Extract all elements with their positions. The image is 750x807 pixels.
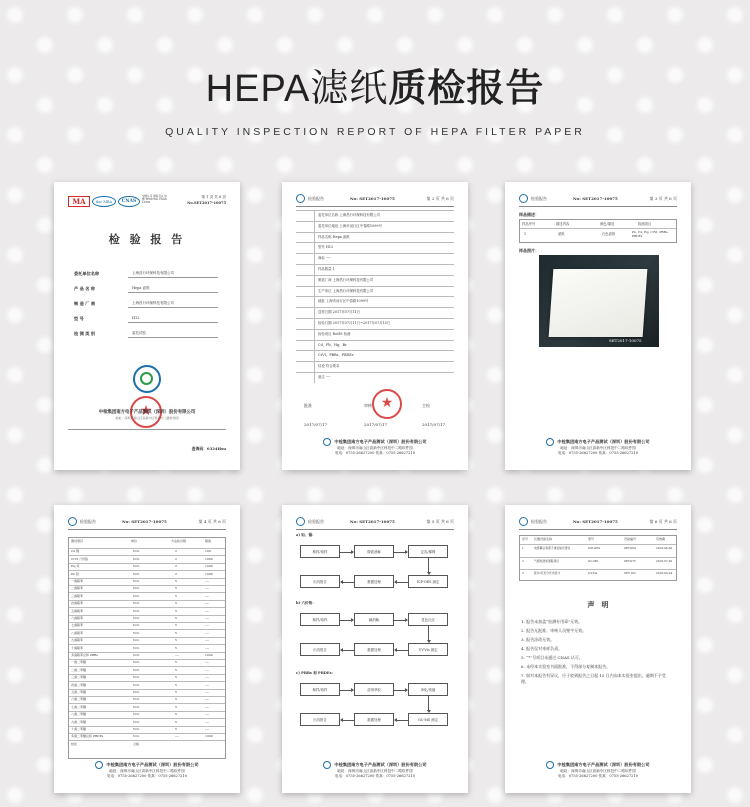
declaration-title: 声 明 bbox=[587, 600, 609, 609]
result-cell: 一溴二苯醚 bbox=[71, 660, 87, 665]
result-cell: N.D. bbox=[133, 697, 140, 702]
result-cell: 5 bbox=[175, 630, 177, 635]
report-sample-page[interactable]: 检验报告 No: SET2017-10075 第 3 页 共 6 页 样品描述： 样品序号 描述内容 颜色/描述 检测项目 1 滤纸 白色滤纸 Pb, Cd, Hg, CrVI, PBBs, PBDEs 样品照片： SET2017-10075 中检集团南方电子产品测试（深圳）股份有限公司 地址：深圳市南山区高新中区科技中二路软件园 电话：0755-26627200 传真：0755-26627210 bbox=[505, 182, 691, 470]
equipment-header: 有效期 bbox=[656, 537, 666, 541]
result-cell: N.D. bbox=[133, 601, 140, 606]
cca-logo-icon bbox=[546, 438, 554, 446]
result-cell: 十溴二苯醚 bbox=[71, 727, 87, 731]
result-cell: 5 bbox=[175, 682, 177, 687]
flow-section-title: c) PBBs 和 PBDEs： bbox=[296, 671, 336, 675]
table-rule bbox=[69, 659, 225, 660]
cca-logo-icon bbox=[133, 365, 161, 393]
result-cell: N.D. bbox=[133, 564, 140, 569]
result-cell: ---- bbox=[175, 653, 180, 657]
cca-logo-icon bbox=[546, 761, 554, 769]
flow-step: UV-Vis 测定 bbox=[408, 643, 448, 656]
approver-label: 批准 bbox=[304, 403, 312, 408]
table-rule bbox=[69, 681, 225, 682]
info-row: 送样日期 2017年07月11日 bbox=[318, 310, 361, 315]
result-cell: 八溴联苯 bbox=[71, 630, 84, 635]
result-cell: 2 bbox=[175, 571, 177, 576]
result-cell: Pb 铅 bbox=[71, 571, 79, 576]
result-cell: 5 bbox=[175, 667, 177, 672]
table-rule bbox=[69, 644, 225, 645]
info-row: 委托单位地址 上海市闵行区中春路1099号 bbox=[318, 223, 382, 228]
flow-step: 溶剂萃取 bbox=[354, 683, 394, 696]
declaration-item: 2. 报告无批准、审核人员签字无效。 bbox=[521, 628, 587, 633]
result-cell: N.D. bbox=[133, 579, 140, 583]
equipment-header: 仪器设备名称 bbox=[534, 537, 553, 541]
result-cell: 5 bbox=[175, 704, 177, 709]
result-cell: N.D. bbox=[133, 719, 140, 724]
result-cell: 5 bbox=[175, 727, 177, 731]
result-cell: 5 bbox=[175, 586, 177, 591]
result-cell: ---- bbox=[205, 675, 210, 680]
table-rule bbox=[69, 592, 225, 593]
result-cell: ---- bbox=[205, 712, 210, 717]
table-rule bbox=[296, 329, 454, 330]
result-cell: ---- bbox=[205, 579, 210, 583]
category-label: 检 测 类 别 bbox=[74, 331, 96, 336]
equipment-cell: UV-Vis bbox=[588, 571, 598, 575]
equipment-cell: 2 bbox=[522, 558, 524, 563]
equipment-cell: 1 bbox=[522, 546, 524, 550]
result-cell: ---- bbox=[205, 697, 210, 702]
declaration-item: 1. 报告未加盖“检测专用章”无效。 bbox=[521, 619, 583, 624]
report-flow-page[interactable]: 检验报告 No: SET2017-10075 第 5 页 共 6 页 a) 铅、镉： 称样/取样 微波消解 定容/稀释 ICP-OES 测定 数据处理 出具报告 b) 六价铬： 称样/取样 碱消解 显色反应 UV-Vis 测定 数据处理 出具报告 c) PBBs 和 PBDEs： 称样/取样 溶剂萃取 净化/浓缩 GC-MS 测定 数据处理 出具报告 中检集团南方电子产品测试（深圳）股份有限公司 地址：深圳市南山区高新中区科技中二路软件园 电话：0755-26627200 传真：0755-26627210 bbox=[282, 505, 468, 793]
inspect-date: 2017/07/17 bbox=[422, 422, 446, 427]
lab-name: 中检集团南方电子产品测试（深圳）股份有限公司 bbox=[98, 410, 196, 415]
info-row: 检验项目 RoHS 检测 bbox=[318, 331, 351, 336]
table-rule bbox=[69, 696, 225, 697]
flow-step: 称样/取样 bbox=[300, 683, 340, 696]
info-row: 商标 ---- bbox=[318, 256, 331, 261]
title-bold: 质检报告 bbox=[388, 68, 545, 110]
result-cell: 四溴二苯醚 bbox=[71, 682, 87, 687]
flow-arrow bbox=[340, 620, 353, 621]
flow-step: 碱消解 bbox=[354, 613, 394, 626]
flow-step: 定容/稀释 bbox=[408, 545, 448, 558]
client-value: 上海昌行环保科技有限公司 bbox=[132, 271, 174, 275]
cca-logo-icon bbox=[519, 517, 528, 526]
flow-step: 微波消解 bbox=[354, 545, 394, 558]
result-cell: 结论 bbox=[71, 741, 78, 746]
flow-step: 数据处理 bbox=[354, 713, 394, 726]
query-code: 查询码：0324Hsu bbox=[191, 446, 226, 451]
table-rule bbox=[69, 563, 225, 564]
flow-arrow bbox=[340, 690, 353, 691]
report-title: 检 验 报 告 bbox=[108, 233, 186, 246]
equipment-cell: 紫外/可见分光光度计 bbox=[534, 571, 561, 575]
report-cover-page[interactable] bbox=[54, 182, 240, 470]
lab-address: 地址：深圳市南山区高新中区科技中二路软件园 bbox=[115, 416, 179, 420]
result-cell: 5 bbox=[175, 579, 177, 583]
info-row: Cd、Pb、Hg、Br bbox=[318, 342, 347, 347]
page-footer: 中检集团南方电子产品测试（深圳）股份有限公司 地址：深圳市南山区高新中区科技中二路软件园 电话：0755-26627200 传真：0755-26627210 bbox=[515, 438, 681, 456]
info-table bbox=[296, 210, 454, 470]
cca-logo-icon bbox=[296, 517, 305, 526]
result-cell: 多溴联苯总和 PBBs bbox=[71, 653, 98, 657]
result-cell: ---- bbox=[205, 719, 210, 724]
flow-arrow bbox=[394, 620, 407, 621]
flow-step: ICP-OES 测定 bbox=[408, 575, 448, 588]
declaration-item: 5. “*”号项目未通过 CNAS 认可。 bbox=[521, 655, 583, 660]
result-cell: N.D. bbox=[133, 645, 140, 650]
result-cell: ---- bbox=[205, 690, 210, 694]
result-cell: 二溴二苯醚 bbox=[71, 667, 87, 672]
maker-value: 上海昌行环保科技有限公司 bbox=[132, 301, 174, 305]
result-cell: N.D. bbox=[133, 623, 140, 628]
result-cell: 100 bbox=[205, 549, 211, 554]
result-cell: N.D. bbox=[133, 727, 140, 731]
result-cell: 七溴二苯醚 bbox=[71, 704, 87, 709]
result-cell: ---- bbox=[205, 727, 210, 731]
table-rule bbox=[296, 350, 454, 351]
result-cell: 1000 bbox=[205, 653, 213, 657]
table-rule bbox=[296, 296, 454, 297]
result-cell: 5 bbox=[175, 645, 177, 650]
red-seal-icon bbox=[372, 389, 402, 419]
sample-table: 样品序号 描述内容 颜色/描述 检测项目 1 滤纸 白色滤纸 Pb, Cd, Hg, CrVI, PBBs, PBDEs bbox=[519, 219, 677, 243]
result-cell: 5 bbox=[175, 593, 177, 598]
review-date: 2017/07/17 bbox=[364, 422, 388, 427]
table-rule bbox=[296, 253, 454, 254]
table-rule bbox=[69, 666, 225, 667]
result-cell: N.D. bbox=[133, 638, 140, 643]
result-cell: ---- bbox=[205, 616, 210, 620]
table-rule bbox=[69, 629, 225, 630]
result-cell: N.D. bbox=[133, 712, 140, 717]
result-cell: ---- bbox=[205, 660, 210, 665]
flow-arrow bbox=[428, 558, 429, 574]
reviewer-label: 审核 bbox=[364, 403, 372, 408]
result-cell: 5 bbox=[175, 660, 177, 665]
info-row: CrVI、PBBs、PBDEs bbox=[318, 353, 354, 358]
declaration-item: 7. 如对本报告有异议，应于收到报告之日起 15 日内向本实验室提出，逾期不予受理。 bbox=[521, 673, 666, 684]
results-table: 测试项目 单位 方法检出限 限值 Cd 镉 N.D. 2 100 CrVI 六价铬 N.D. 2 1000 Hg 汞 N.D. 2 1000 Pb 铅 N.D. 2 1000 一溴联苯 N.D. 5 ---- 二溴联苯 N.D. 5 ---- 三溴联苯 N.D. 5 ---- 四溴联苯 N.D. 5 ---- 五溴联苯 N.D. 5 ---- 六溴联苯 N.D. 5 ---- 七溴联苯 N.D. 5 ---- 八溴联苯 N.D. 5 ---- 九溴联苯 N.D. 5 ---- 十溴联苯 N.D. 5 ---- 多溴联苯总和 PBBs N.D. ---- 1000 一溴二苯醚 N.D. 5 ---- 二溴二苯醚 N.D. 5 ---- 三溴二苯醚 N.D. 5 ---- 四溴二苯醚 N.D. 5 ---- 五溴二苯醚 N.D. 5 ---- 六溴二苯醚 N.D. 5 ---- 七溴二苯醚 N.D. 5 ---- 八溴二苯醚 N.D. 5 ---- 九溴二苯醚 N.D. 5 ---- 十溴二苯醚 N.D. 5 ---- 多溴二苯醚总和 PBDEs N.D. ---- 1000 结论 合格 bbox=[68, 537, 226, 759]
report-number: No.SET2017-10075 bbox=[187, 201, 226, 205]
accreditation-text: 中国认可 国际互认 检测 TESTING CNAS L1856 bbox=[142, 195, 167, 205]
flow-step: 出具报告 bbox=[300, 575, 340, 588]
result-cell: N.D. bbox=[133, 675, 140, 680]
approve-date: 2017/07/17 bbox=[304, 422, 328, 427]
equipment-cell: 2018-06-30 bbox=[656, 546, 673, 550]
report-declaration-page[interactable]: 检验报告 No: SET2017-10075 第 6 页 共 6 页 序号 仪器设备名称 型号 设备编号 有效期 1 电感耦合等离子体发射光谱仪 ICP-OES SET-064 2018-06-30 2 气相色谱质谱联用仪 GC-MS SET-075 2018-07-20 3 紫外/可见分光光度计 UV-Vis SET-102 2018-05-24 声 明 1. 报告未加盖“检测专用章”无效。 2. 报告无批准、审核人员签字无效。 3. 报告涂改无效。 4. 报告仅对来样负责。 5. “*”号项目未通过 CNAS 认可。 6. 未经本实验室书面批准，不得部分复制本报告。 7. 如对本报告有异议，应于收到报告之日起 15 日内向本实验室提出，逾期不予受理。 中检集团南方电子产品测试（深圳）股份有限公司 地址：深圳市南山区高新中区科技中二路软件园 电话：0755-26627200 传真：0755-26627210 bbox=[505, 505, 691, 793]
result-cell: 1000 bbox=[205, 564, 213, 569]
result-cell: ---- bbox=[205, 623, 210, 628]
ilac-mark: ilac·MRA bbox=[92, 196, 116, 207]
table-rule bbox=[69, 689, 225, 690]
result-cell: ---- bbox=[205, 645, 210, 650]
table-rule bbox=[296, 318, 454, 319]
table-rule bbox=[296, 242, 454, 243]
result-cell: N.D. bbox=[133, 653, 140, 657]
table-rule bbox=[69, 703, 225, 704]
flow-arrow bbox=[341, 720, 354, 721]
page-footer: 中检集团南方电子产品测试（深圳）股份有限公司 地址：深圳市南山区高新中区科技中二路软件园 电话：0755-26627200 传真：0755-26627210 bbox=[64, 761, 230, 779]
result-cell: 六溴联苯 bbox=[71, 616, 84, 620]
result-cell: 十溴联苯 bbox=[71, 645, 84, 650]
table-rule bbox=[520, 544, 676, 545]
result-cell: ---- bbox=[205, 608, 210, 613]
cca-logo-icon bbox=[323, 761, 331, 769]
report-results-page[interactable]: 检验报告 No: SET2017-10075 第 4 页 共 6 页 测试项目 单位 方法检出限 限值 Cd 镉 N.D. 2 100 CrVI 六价铬 N.D. 2 1000 Hg 汞 N.D. 2 1000 Pb 铅 N.D. 2 1000 一溴联苯 N.D. 5 ---- 二溴联苯 N.D. 5 ---- 三溴联苯 N.D. 5 ---- 四溴联苯 N.D. 5 ---- 五溴联苯 N.D. 5 ---- 六溴联苯 N.D. 5 ---- 七溴联苯 N.D. 5 ---- 八溴联苯 N.D. 5 ---- 九溴联苯 N.D. 5 ---- 十溴联苯 N.D. 5 ---- 多溴联苯总和 PBBs N.D. ---- 1000 一溴二苯醚 N.D. 5 ---- 二溴二苯醚 N.D. 5 ---- 三溴二苯醚 N.D. 5 ---- 四溴二苯醚 N.D. 5 ---- 五溴二苯醚 N.D. 5 ---- 六溴二苯醚 N.D. 5 ---- 七溴二苯醚 N.D. 5 ---- 八溴二苯醚 N.D. 5 ---- 九溴二苯醚 N.D. 5 ---- 十溴二苯醚 N.D. 5 ---- 多溴二苯醚总和 PBDEs N.D. ---- 1000 结论 合格 中检集团南方电子产品测试（深圳）股份有限公司 地址：深圳市南山区高新中区科技中二路软件园 电话：0755-26627200 传真：0755-26627210 bbox=[54, 505, 240, 793]
title-main: HEPA滤纸 bbox=[205, 68, 389, 110]
result-cell: N.D. bbox=[133, 667, 140, 672]
table-rule bbox=[296, 361, 454, 362]
equipment-cell: SET-064 bbox=[624, 546, 636, 550]
maker-label: 制 造 厂 商 bbox=[74, 301, 96, 306]
result-cell: N.D. bbox=[133, 630, 140, 635]
result-cell: 2 bbox=[175, 564, 177, 569]
result-cell: 5 bbox=[175, 712, 177, 717]
report-label: 检验报告 bbox=[308, 196, 324, 201]
equipment-header: 型号 bbox=[588, 537, 595, 541]
result-cell: 二溴联苯 bbox=[71, 586, 84, 591]
table-rule bbox=[69, 726, 225, 727]
equipment-cell: ICP-OES bbox=[588, 546, 601, 550]
client-label: 委托单位名称 bbox=[74, 271, 100, 276]
equipment-cell: 3 bbox=[522, 571, 524, 575]
cca-logo-icon bbox=[95, 761, 103, 769]
table-rule bbox=[296, 307, 454, 308]
table-rule bbox=[296, 210, 454, 211]
table-rule bbox=[69, 740, 225, 741]
info-row: 检验日期 2017年07月11日~2017年07月15日 bbox=[318, 321, 391, 325]
result-cell: N.D. bbox=[133, 616, 140, 620]
result-cell: ---- bbox=[205, 704, 210, 709]
info-row: 生产单位 上海昌行环保科技有限公司 bbox=[318, 288, 374, 293]
result-cell: N.D. bbox=[133, 593, 140, 598]
table-rule bbox=[69, 607, 225, 608]
flow-arrow bbox=[395, 720, 408, 721]
table-rule bbox=[69, 718, 225, 719]
flow-arrow bbox=[395, 582, 408, 583]
table-rule bbox=[69, 674, 225, 675]
flow-step: 出具报告 bbox=[300, 713, 340, 726]
model-value: H12 bbox=[132, 316, 140, 320]
result-cell: 5 bbox=[175, 638, 177, 643]
table-rule bbox=[69, 600, 225, 601]
table-rule bbox=[296, 232, 454, 233]
flow-section-title: a) 铅、镉： bbox=[296, 533, 316, 537]
page-footer: 中检集团南方电子产品测试（深圳）股份有限公司 地址：深圳市南山区高新中区科技中二路软件园 电话：0755-26627200 传真：0755-26627210 bbox=[292, 761, 458, 779]
table-rule bbox=[69, 622, 225, 623]
inspector-label: 主检 bbox=[422, 403, 430, 408]
result-cell: 5 bbox=[175, 697, 177, 702]
page-footer: 中检集团南方电子产品测试（深圳）股份有限公司 地址：深圳市南山区高新中区科技中二路软件园 电话：0755-26627200 传真：0755-26627210 bbox=[292, 438, 458, 456]
sample-photo-heading: 样品照片： bbox=[519, 248, 539, 253]
flow-arrow bbox=[395, 650, 408, 651]
table-rule bbox=[296, 221, 454, 222]
table-rule bbox=[69, 570, 225, 571]
category-value: 委托试验 bbox=[132, 331, 146, 335]
cma-mark: MA bbox=[68, 196, 90, 207]
info-row: 地址 上海市闵行区中春路1099号 bbox=[318, 299, 369, 304]
flow-arrow bbox=[394, 552, 407, 553]
result-cell: N.D. bbox=[133, 690, 140, 694]
result-cell: ---- bbox=[205, 593, 210, 598]
table-rule bbox=[520, 569, 676, 570]
result-cell: 一溴联苯 bbox=[71, 579, 84, 583]
result-cell: N.D. bbox=[133, 660, 140, 665]
table-rule bbox=[69, 711, 225, 712]
declaration-item: 6. 未经本实验室书面批准，不得部分复制本报告。 bbox=[521, 664, 611, 669]
equipment-cell: 2018-05-24 bbox=[656, 571, 673, 575]
result-cell: N.D. bbox=[133, 704, 140, 709]
declaration-item: 4. 报告仅对来样负责。 bbox=[521, 646, 563, 651]
page-number: 第 2 页 共 6 页 bbox=[426, 196, 454, 201]
flow-step: 数据处理 bbox=[354, 643, 394, 656]
page-header bbox=[0, 66, 750, 138]
cnas-mark: CNAS bbox=[118, 196, 140, 207]
flow-step: 净化/浓缩 bbox=[408, 683, 448, 696]
info-row: 样品数量 1 bbox=[318, 267, 335, 271]
result-cell: 八溴二苯醚 bbox=[71, 712, 87, 717]
result-cell: 五溴二苯醚 bbox=[71, 690, 87, 694]
table-rule bbox=[296, 275, 454, 276]
flow-section-title: b) 六价铬： bbox=[296, 601, 316, 605]
flow-step: 称样/取样 bbox=[300, 545, 340, 558]
info-row: 型号 H12 bbox=[318, 245, 334, 250]
flow-arrow bbox=[341, 582, 354, 583]
equipment-table bbox=[519, 535, 677, 581]
table-rule bbox=[69, 585, 225, 586]
result-cell: 5 bbox=[175, 601, 177, 606]
table-rule bbox=[520, 557, 676, 558]
info-row: 备注 ---- bbox=[318, 375, 331, 379]
info-row: 结论 符合要求 bbox=[318, 364, 340, 369]
equipment-cell: SET-075 bbox=[624, 558, 636, 563]
flow-step: 数据处理 bbox=[354, 575, 394, 588]
table-rule bbox=[69, 637, 225, 638]
flow-arrow bbox=[394, 690, 407, 691]
equipment-cell: 2018-07-20 bbox=[656, 558, 673, 563]
equipment-cell: 气相色谱质谱联用仪 bbox=[534, 558, 560, 563]
equipment-header: 设备编号 bbox=[624, 537, 637, 541]
flow-step: GC-MS 测定 bbox=[408, 713, 448, 726]
table-rule bbox=[69, 555, 225, 556]
result-cell: ---- bbox=[205, 667, 210, 672]
equipment-cell: GC-MS bbox=[588, 558, 599, 563]
info-row: 制造厂商 上海昌行环保科技有限公司 bbox=[318, 277, 374, 282]
sample-desc-heading: 样品描述： bbox=[519, 212, 539, 217]
cca-logo-icon bbox=[323, 438, 331, 446]
flow-step: 出具报告 bbox=[300, 643, 340, 656]
report-info-page[interactable] bbox=[282, 182, 468, 470]
info-row: 委托单位名称 上海昌行环保科技有限公司 bbox=[318, 213, 381, 217]
result-cell: ---- bbox=[205, 601, 210, 606]
flow-arrow bbox=[428, 626, 429, 642]
page-info: 第 1 页 共 6 页 bbox=[201, 195, 226, 199]
result-cell: 5 bbox=[175, 608, 177, 613]
result-cell: N.D. bbox=[133, 734, 140, 739]
result-cell: ---- bbox=[205, 630, 210, 635]
result-cell: ---- bbox=[175, 734, 180, 739]
flow-step: 称样/取样 bbox=[300, 613, 340, 626]
photo-tag: SET2017-10075 bbox=[609, 338, 642, 343]
result-cell: 三溴二苯醚 bbox=[71, 675, 87, 680]
result-cell: 多溴二苯醚总和 PBDEs bbox=[71, 734, 104, 739]
result-cell: Hg 汞 bbox=[71, 564, 80, 569]
table-rule bbox=[69, 578, 225, 579]
page-footer: 中检集团南方电子产品测试（深圳）股份有限公司 地址：深圳市南山区高新中区科技中二路软件园 电话：0755-26627200 传真：0755-26627210 bbox=[515, 761, 681, 779]
table-rule bbox=[69, 615, 225, 616]
result-cell: N.D. bbox=[133, 549, 140, 554]
product-value: Hepa 滤纸 bbox=[132, 286, 150, 290]
cca-logo-icon bbox=[519, 194, 528, 203]
declaration-item: 3. 报告涂改无效。 bbox=[521, 637, 555, 642]
result-cell: N.D. bbox=[133, 586, 140, 591]
result-cell: N.D. bbox=[133, 556, 140, 561]
result-cell: 5 bbox=[175, 616, 177, 620]
result-cell: N.D. bbox=[133, 682, 140, 687]
info-row: 样品名称 Hepa 滤纸 bbox=[318, 234, 350, 239]
equipment-cell: SET-102 bbox=[624, 571, 636, 575]
result-cell: 5 bbox=[175, 675, 177, 680]
result-cell: 五溴联苯 bbox=[71, 608, 84, 613]
result-cell: 合格 bbox=[133, 741, 140, 746]
result-cell: Cd 镉 bbox=[71, 549, 80, 554]
result-cell: 2 bbox=[175, 549, 177, 554]
result-cell: 七溴联苯 bbox=[71, 623, 84, 628]
page-subtitle: QUALITY INSPECTION REPORT OF HEPA FILTER PAPER bbox=[165, 126, 585, 138]
cca-logo-icon bbox=[296, 194, 305, 203]
result-cell: N.D. bbox=[133, 608, 140, 613]
result-cell: 1000 bbox=[205, 734, 213, 739]
sample-photo bbox=[539, 255, 659, 347]
flow-arrow bbox=[340, 552, 353, 553]
page-title bbox=[0, 66, 750, 112]
model-label: 型 号 bbox=[74, 316, 84, 321]
result-cell: ---- bbox=[205, 586, 210, 591]
table-rule bbox=[296, 286, 454, 287]
table-rule bbox=[296, 264, 454, 265]
table-rule bbox=[296, 340, 454, 341]
result-cell: 5 bbox=[175, 690, 177, 694]
result-cell: 六溴二苯醚 bbox=[71, 697, 87, 702]
equipment-header: 序号 bbox=[522, 537, 529, 541]
result-cell: 1000 bbox=[205, 556, 213, 561]
product-label: 产 品 名 称 bbox=[74, 286, 96, 291]
table-rule bbox=[69, 548, 225, 549]
result-cell: 2 bbox=[175, 556, 177, 561]
table-rule bbox=[296, 372, 454, 373]
result-cell: 5 bbox=[175, 623, 177, 628]
result-cell: 三溴联苯 bbox=[71, 593, 84, 598]
result-cell: 1000 bbox=[205, 571, 213, 576]
result-cell: N.D. bbox=[133, 571, 140, 576]
result-cell: 四溴联苯 bbox=[71, 601, 84, 606]
result-cell: 九溴联苯 bbox=[71, 638, 84, 643]
report-number: No: SET2017-10075 bbox=[350, 196, 395, 201]
result-cell: ---- bbox=[205, 682, 210, 687]
flow-arrow bbox=[341, 650, 354, 651]
result-cell: ---- bbox=[205, 638, 210, 643]
table-rule bbox=[314, 210, 315, 383]
result-cell: 九溴二苯醚 bbox=[71, 719, 87, 724]
result-cell: CrVI 六价铬 bbox=[71, 556, 89, 561]
cca-logo-icon bbox=[68, 517, 77, 526]
equipment-cell: 电感耦合等离子体发射光谱仪 bbox=[534, 546, 571, 550]
flow-arrow bbox=[428, 696, 429, 712]
flow-step: 显色反应 bbox=[408, 613, 448, 626]
result-cell: 5 bbox=[175, 719, 177, 724]
